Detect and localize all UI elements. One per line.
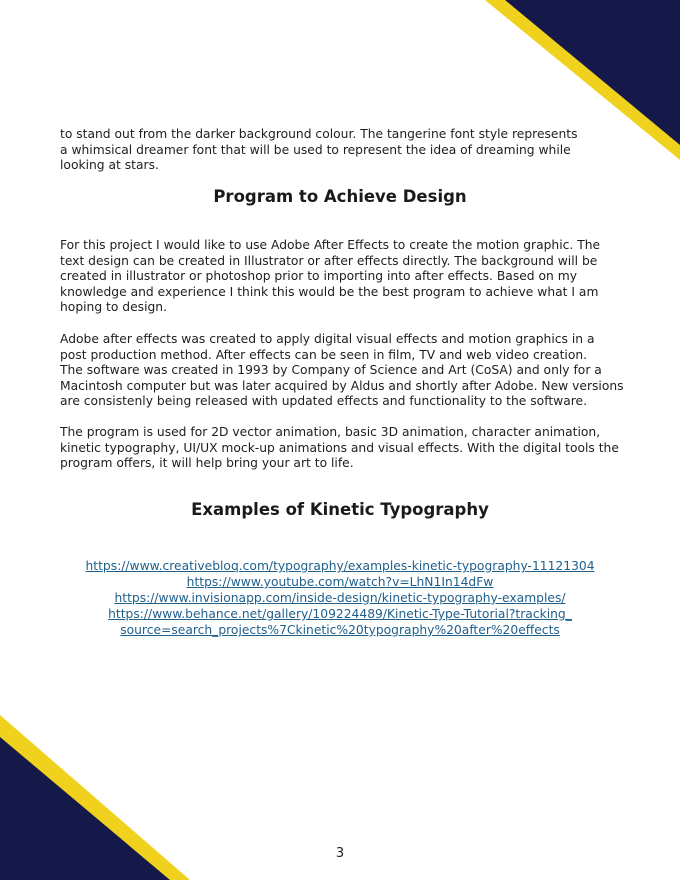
link-behance-continued[interactable]: source=search_projects%7Ckinetic%20typography%20after%20effects (120, 623, 560, 637)
text-line: program offers, it will help bring your art to life. (60, 456, 354, 470)
link-creativebloq[interactable]: https://www.creativebloq.com/typography/examples-kinetic-typography-11121304 (85, 559, 595, 573)
text-line: a whimsical dreamer font that will be used to represent the idea of dreaming while (60, 142, 571, 157)
program-paragraph-3 (60, 425, 622, 472)
intro-paragraph (60, 127, 622, 174)
corner-navy-triangle (505, 0, 680, 145)
text-line: Macintosh computer but was later acquired by Aldus and shortly after Adobe. New versions (60, 378, 624, 393)
text-line: text design can be created in Illustrator or after effects directly. The background will be (60, 253, 598, 268)
page-number: 3 (335, 846, 345, 861)
text-line: looking at stars. (60, 158, 159, 172)
text-line: to stand out from the darker background colour. The tangerine font style represents (60, 127, 578, 141)
text-line: The program is used for 2D vector animation, basic 3D animation, character animation, (60, 425, 601, 439)
text-line: The software was created in 1993 by Company of Science and Art (CoSA) and only for a (60, 363, 602, 377)
examples-heading: Examples of Kinetic Typography (191, 500, 489, 519)
text-line: Adobe after effects was created to apply digital visual effects and motion graphics in a (60, 332, 595, 346)
program-paragraph-1 (60, 238, 622, 316)
program-heading: Program to Achieve Design (213, 187, 467, 206)
program-paragraph-2 (60, 332, 622, 410)
text-line: kinetic typography, UI/UX mock-up animations and visual effects. With the digital tools the (60, 440, 619, 455)
text-line: are consistenly being released with updated effects and functionality to the software. (60, 394, 587, 408)
text-line: post production method. After effects can be seen in film, TV and web video creation. (60, 347, 588, 362)
link-youtube[interactable]: https://www.youtube.com/watch?v=LhN1In14dFw (186, 575, 494, 589)
text-line: hoping to design. (60, 300, 168, 314)
text-line: knowledge and experience I think this would be the best program to achieve what I am (60, 284, 599, 299)
text-line: created in illustrator or photoshop prior to importing into after effects. Based on my (60, 269, 577, 283)
text-line: For this project I would like to use Adobe After Effects to create the motion graphic. The (60, 238, 601, 252)
link-invisionapp[interactable]: https://www.invisionapp.com/inside-design/kinetic-typography-examples/ (114, 591, 566, 605)
example-links-list (0, 558, 680, 638)
link-behance[interactable]: https://www.behance.net/gallery/109224489/Kinetic-Type-Tutorial?tracking_ (108, 607, 572, 621)
